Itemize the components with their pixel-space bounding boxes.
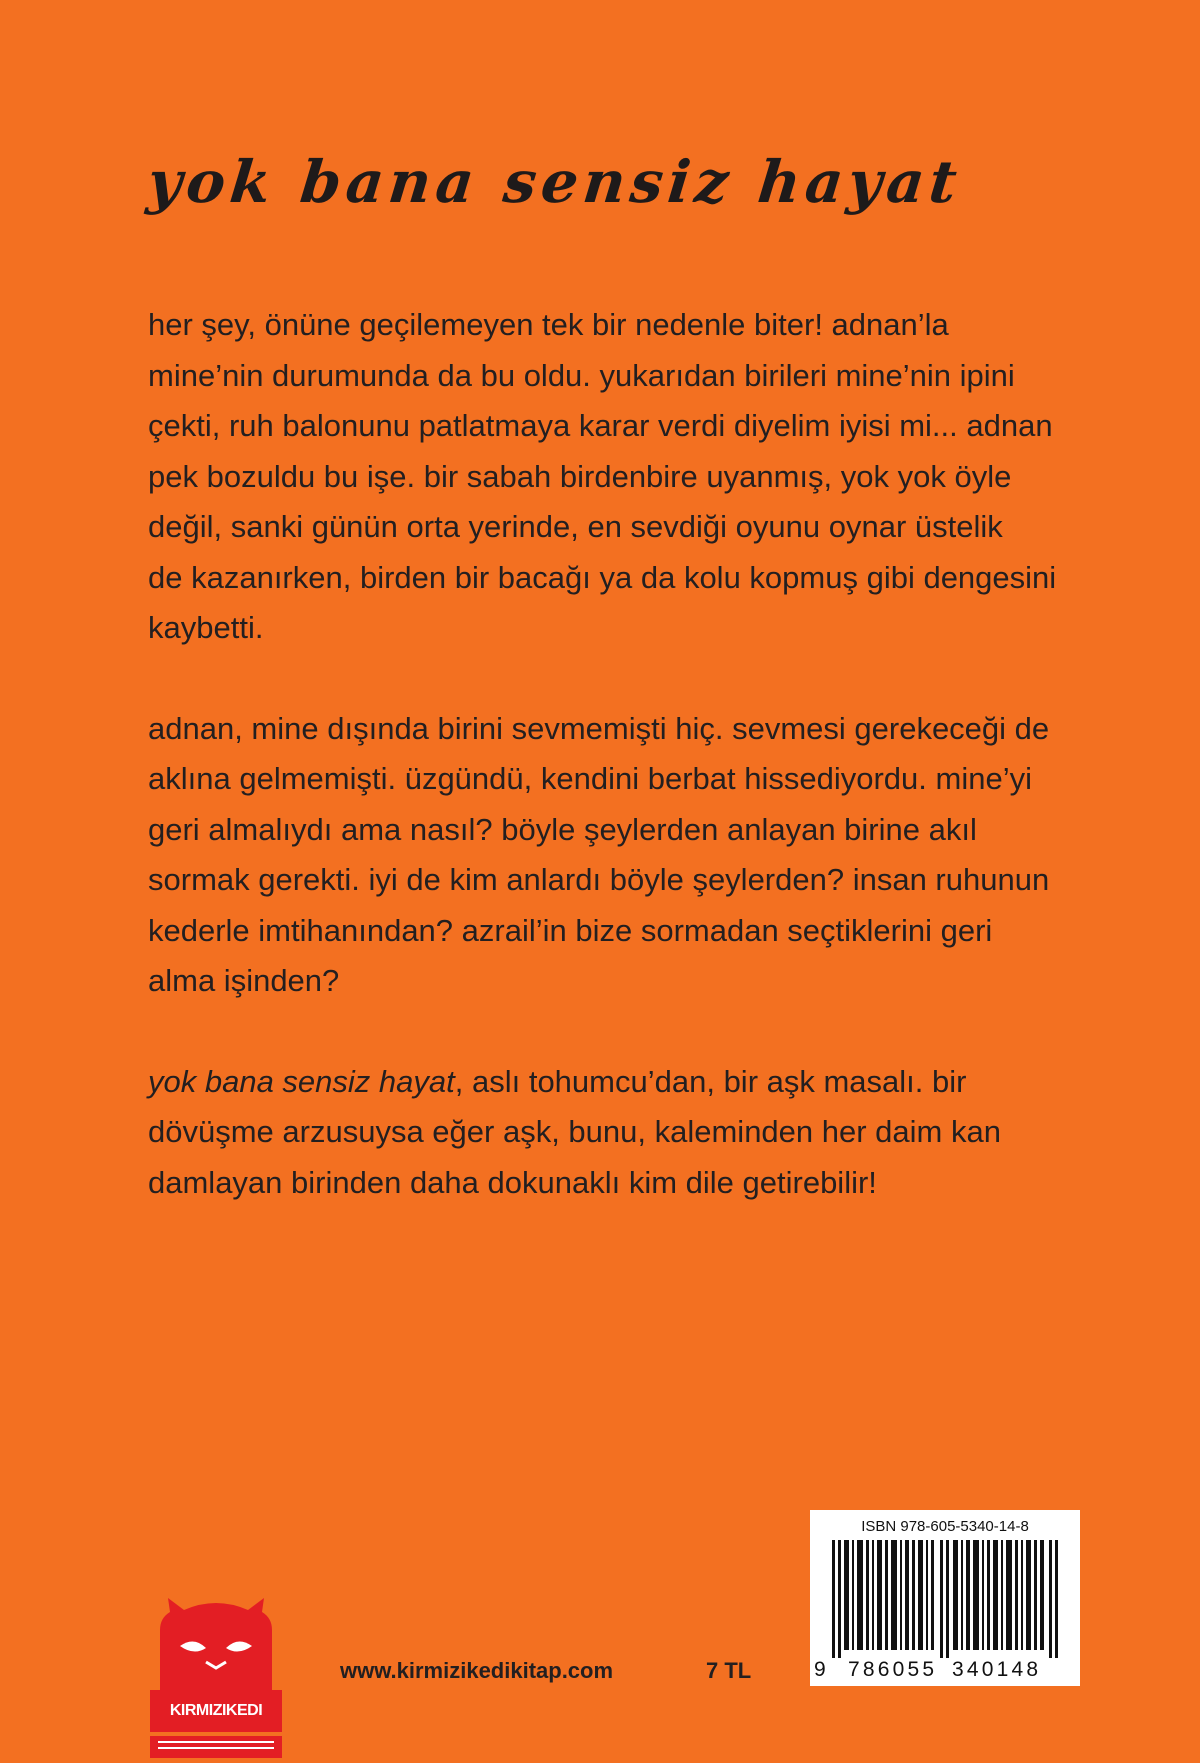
isbn-number: ISBN 978-605-5340-14-8 xyxy=(861,1518,1029,1535)
blurb-line: damlayan birinden daha dokunaklı kim dile getirebilir! xyxy=(148,1164,877,1200)
blurb-paragraph-1 xyxy=(148,300,1078,654)
barcode-digits-right: 340148 xyxy=(952,1658,1042,1681)
blurb-line: aklına gelmemişti. üzgündü, kendini berbat hissediyordu. mine’yi xyxy=(148,761,1032,796)
blurb-line-rest: , aslı tohumcu’dan, bir aşk masalı. bir xyxy=(454,1063,967,1099)
publisher-website: www.kirmizikedikitap.com xyxy=(340,1658,614,1683)
blurb-title-italic: yok bana sensiz hayat xyxy=(148,1063,455,1099)
blurb-line: kaybetti. xyxy=(148,610,264,645)
barcode-icon xyxy=(832,1540,1058,1658)
blurb-line: mine’nin durumunda da bu oldu. yukarıdan birileri mine’nin ipini xyxy=(148,357,1015,393)
blurb-paragraph-2 xyxy=(148,704,1078,1007)
price-label: 7 TL xyxy=(706,1658,752,1683)
blurb-line: geri almalıydı ama nasıl? böyle şeylerden anlayan birine akıl xyxy=(148,811,977,847)
blurb-line: her şey, önüne geçilemeyen tek bir nedenle biter! adnan’la xyxy=(148,307,949,342)
blurb-line: de kazanırken, birden bir bacağı ya da kolu kopmuş gibi dengesini xyxy=(148,559,1057,595)
blurb-line: kederle imtihanından? azrail’in bize sormadan seçtiklerini geri xyxy=(148,912,993,948)
blurb-line: dövüşme arzusuysa eğer aşk, bunu, kaleminden her daim kan xyxy=(148,1114,1001,1149)
back-cover-blurb xyxy=(148,300,1078,1258)
blurb-paragraph-3 xyxy=(148,1057,1078,1209)
publisher-logo-text: KIRMIZIKEDI xyxy=(150,1690,282,1732)
publisher-logo xyxy=(150,1596,282,1758)
blurb-line: alma işinden? xyxy=(148,963,340,998)
isbn-barcode xyxy=(810,1510,1080,1686)
blurb-line: değil, sanki günün orta yerinde, en sevdiği oyunu oynar üstelik xyxy=(148,509,1003,544)
blurb-line: pek bozuldu bu işe. bir sabah birdenbire uyanmış, yok yok öyle xyxy=(148,458,1012,494)
blurb-line: adnan, mine dışında birini sevmemişti hiç. sevmesi gerekeceği de xyxy=(148,710,1050,746)
blurb-line xyxy=(148,1057,1078,1108)
barcode-digits-left: 786055 xyxy=(848,1658,938,1681)
cat-icon xyxy=(150,1596,282,1758)
book-title: yok bana sensiz hayat xyxy=(144,148,965,216)
barcode-digit-first: 9 xyxy=(814,1658,826,1681)
blurb-line: sormak gerekti. iyi de kim anlardı böyle şeylerden? insan ruhunun xyxy=(148,862,1050,897)
blurb-line: çekti, ruh balonunu patlatmaya karar verdi diyelim iyisi mi... adnan xyxy=(148,408,1053,443)
